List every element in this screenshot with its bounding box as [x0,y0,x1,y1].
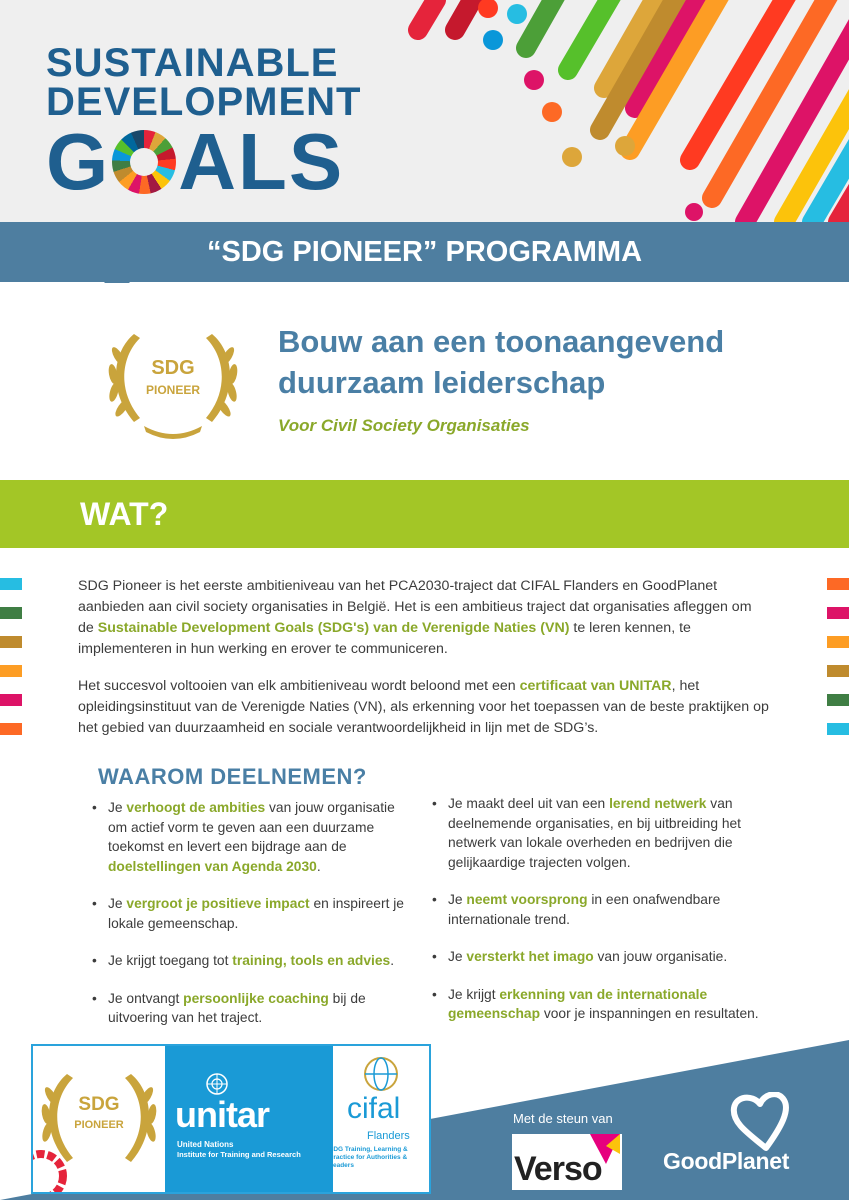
sdg-wheel-icon [112,130,176,194]
side-mark [827,694,849,706]
goodplanet-heart-icon [726,1092,806,1152]
text-run: in een onafwendbare internationale trend. [448,892,721,927]
badge-text-pioneer: PIONEER [145,383,201,397]
lead-title [278,322,818,404]
badge-text-sdg: SDG [151,357,195,379]
sdg-un-highlight: Sustainable Development Goals (SDG's) van de Verenigde Naties (VN) [97,620,570,636]
logo-line-sustainable: SUSTAINABLE [46,41,339,85]
text-run: SDG Pioneer is het eerste ambitieniveau van het PCA2030-traject dat CIFAL Flanders en GoodPlanet aanbieden aan civil society organisaties in België. Het is een ambitieus traject dat organisaties afleggen om de [78,578,752,636]
wat-heading: WAT? [0,480,849,548]
un-emblem-icon [205,1072,229,1096]
side-mark [0,607,22,619]
highlight: doelstellingen van Agenda 2030 [108,858,317,874]
text-run: Het succesvol voltooien van elk ambitieniveau wordt beloond met een [78,678,520,694]
highlight: versterkt het imago [466,949,594,964]
list-item [430,890,770,929]
cifal-region: Flanders [367,1130,410,1142]
sdg-logo [46,41,362,207]
sdg-pioneer-badge-icon [104,322,242,440]
text-run: van deelnemende organisaties, en bij uitbreiding het netwerk van lokale overheden en bedrijven die gelijkaardige trajecten volgen. [448,796,742,870]
unitar-sub2: Institute for Training and Research [177,1150,301,1159]
list-item [90,798,412,876]
side-mark [827,636,849,648]
list-item [90,951,412,971]
sdg-pioneer-logo-icon [33,1046,165,1192]
header [0,0,849,222]
highlight: training, tools en advies [232,953,391,968]
side-marks-left [0,578,22,752]
text-run: Je [108,896,127,911]
text-run: te leren kennen, te implementeren in hun werking en erover te communiceren. [78,620,691,657]
side-mark [827,665,849,677]
cifal-name: cifal [347,1092,401,1125]
why-list-left [90,798,412,1028]
highlight: vergroot je positieve impact [126,896,310,911]
program-title-band: “SDG PIONEER” PROGRAMMA [0,222,849,282]
text-run: van jouw organisatie om actief vorm te geven aan een duurzame toekomst en levert een bijdrage aan de [108,800,395,854]
unitar-name: unitar [175,1094,270,1135]
text-run: . [316,858,321,874]
side-mark [827,723,849,735]
highlight: persoonlijke coaching [183,990,329,1006]
text-run: Je krijgt toegang tot [108,953,233,968]
verso-name: Verso [514,1150,602,1188]
logo-line-goals [46,117,361,207]
text-run: en inspireert je lokale gemeenschap. [108,896,404,931]
side-mark [0,723,22,735]
list-item [430,947,770,967]
logo-line-development: DEVELOPMENT [46,80,362,125]
logo-goals-als: ALS [178,117,345,207]
side-mark [0,636,22,648]
pioneer-logo-pioneer: PIONEER [74,1119,124,1131]
list-item [90,989,412,1028]
highlight: neemt voorsprong [466,892,588,907]
pioneer-logo-sdg: SDG [78,1094,120,1115]
text-run: Je [108,800,127,815]
side-mark [0,694,22,706]
list-item [430,794,770,872]
cifal-subtitle: SDG Training, Learning & Practice for Authorities & Leaders [329,1146,408,1169]
list-item [90,894,412,933]
lead-subtitle: Voor Civil Society Organisaties [278,416,530,435]
unitar-sub1: United Nations [177,1140,234,1149]
wat-paragraph-2 [78,676,770,739]
text-run: . [390,953,395,968]
text-run: Je [448,949,467,964]
goodplanet-name: GoodPlanet [663,1148,790,1174]
text-run: Je krijgt [448,986,500,1002]
text-run: , het opleidingsinstituut van de Verenigde Naties (VN), als erkenning voor het toepassen van de beste praktijken op het gebied van duurzaamheid en sociale verantwoordelijkheid in lijn met de SDG’s. [78,678,769,736]
side-marks-right [827,578,849,752]
why-heading: WAAROM DEELNEMEN? [98,764,367,789]
side-mark [827,578,849,590]
text-run: van jouw organisatie. [593,949,728,964]
text-run: Je maakt deel uit van een [448,796,610,811]
highlight: erkenning van de internationale gemeenschap [448,986,708,1021]
support-label: Met de steun van [513,1111,613,1126]
verso-logo [512,1134,622,1190]
unitar-certificate-highlight: certificaat van UNITAR [519,678,672,694]
highlight: verhoogt de ambities [126,800,266,815]
text-run: Je ontvangt [108,990,184,1006]
logo-goals-g: G [46,117,111,207]
partner-logo-box [31,1044,431,1194]
lead-title-line1: Bouw aan een toonaangevend [278,324,725,359]
highlight: lerend netwerk [609,796,707,811]
text-run: voor je inspanningen en resultaten. [540,1006,759,1021]
wat-paragraph-1 [78,576,770,660]
cifal-logo [329,1046,429,1192]
unitar-logo [165,1046,333,1192]
side-mark [0,665,22,677]
why-list-right [430,794,770,1024]
side-mark [827,607,849,619]
list-item [430,985,770,1024]
globe-icon [361,1054,401,1094]
band-notch [104,270,130,283]
text-run: Je [448,892,467,907]
text-run: bij de uitvoering van het traject. [108,990,366,1025]
side-mark [0,578,22,590]
lead-title-line2: duurzaam leiderschap [278,364,606,400]
